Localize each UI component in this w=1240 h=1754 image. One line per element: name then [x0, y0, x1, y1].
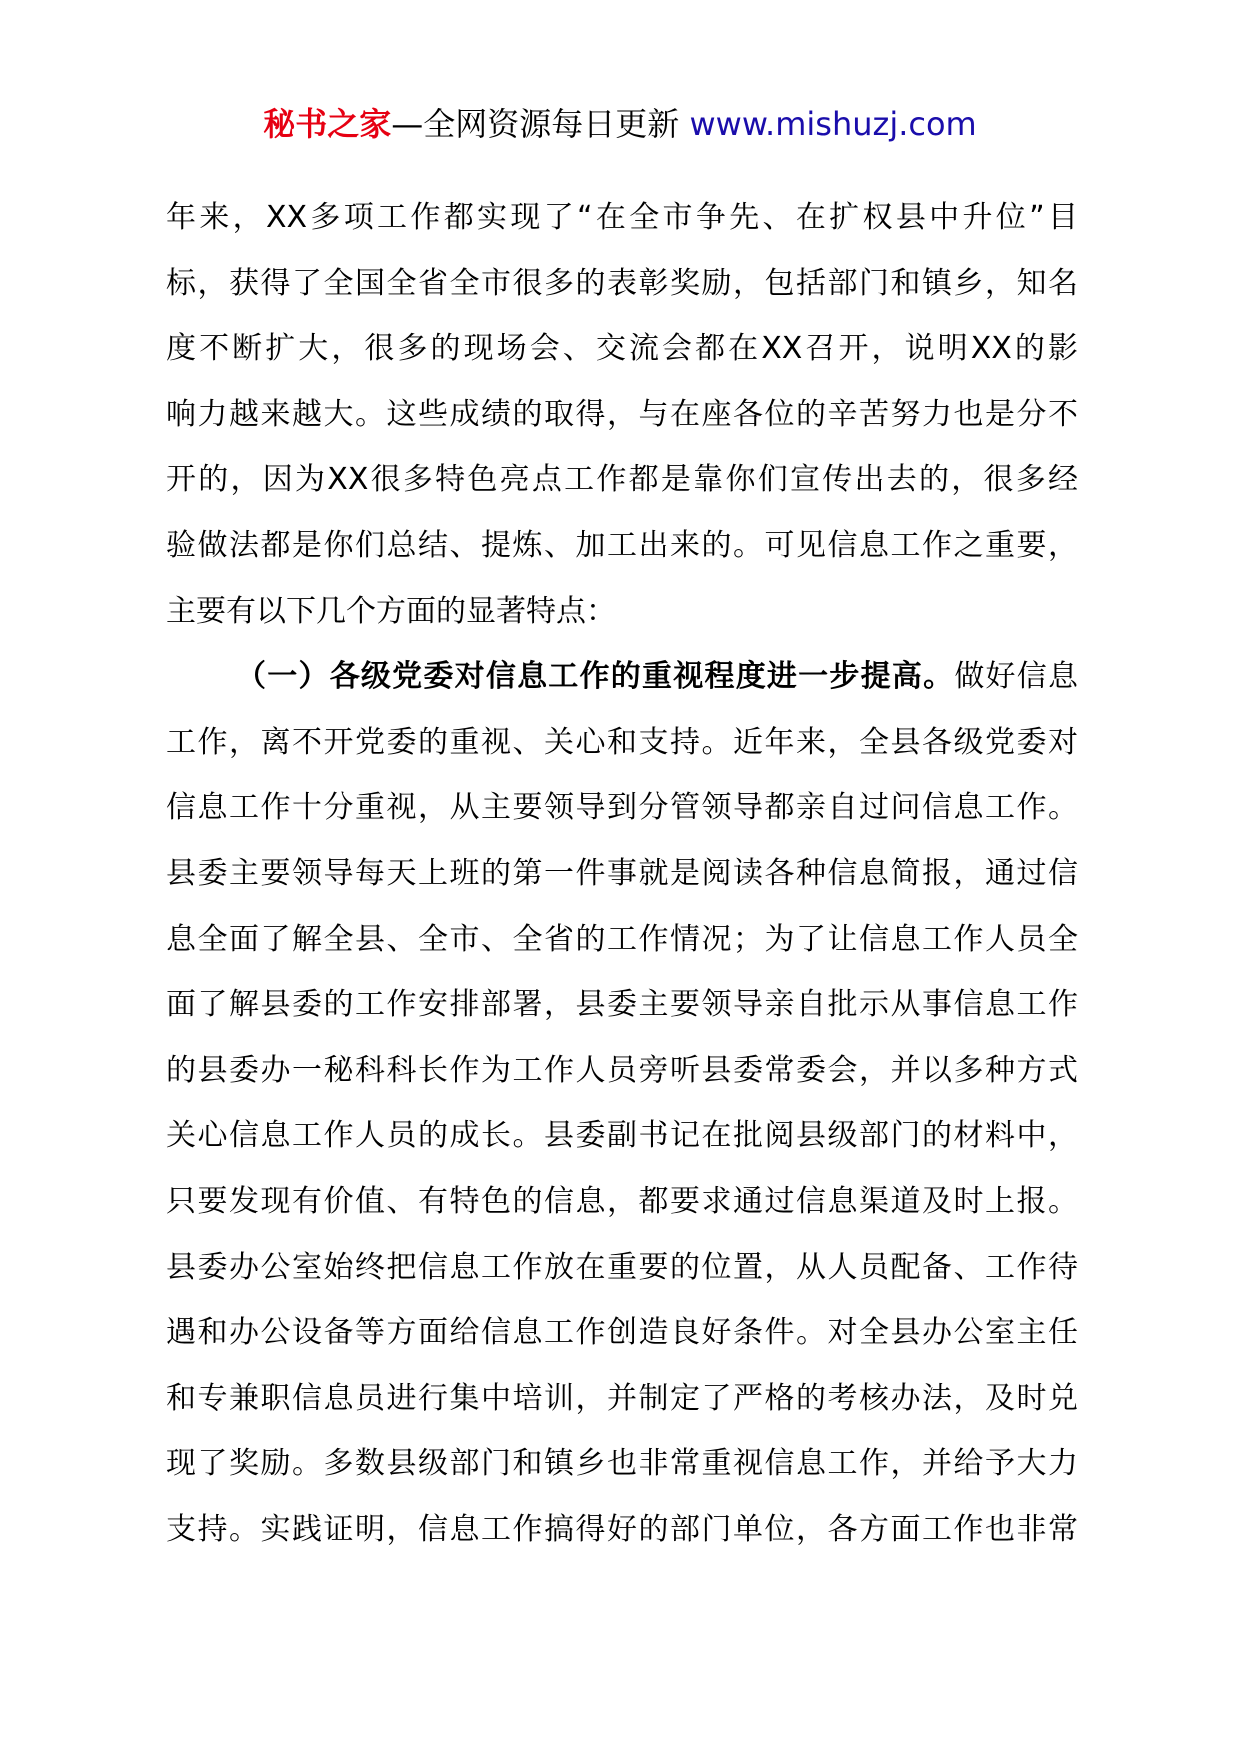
text-line: 信息工作十分重视，从主要领导到分管领导都亲自过问信息工作。	[166, 790, 1078, 826]
text-line: 县委主要领导每天上班的第一件事就是阅读各种信息简报，通过信	[166, 855, 1078, 891]
text-line: 年来，XX多项工作都实现了“在全市争先、在扩权县中升位”目	[166, 200, 1078, 235]
section-heading-line	[166, 644, 1078, 710]
text-line: 息全面了解全县、全市、全省的工作情况；为了让信息工作人员全	[166, 921, 1078, 957]
section-heading: （一）各级党委对信息工作的重视程度进一步提高。	[236, 659, 955, 695]
text-line: 现了奖励。多数县级部门和镇乡也非常重视信息工作，并给予大力	[166, 1446, 1078, 1482]
site-header	[0, 100, 1240, 148]
site-brand: 秘书之家	[263, 105, 392, 143]
text-line: 遇和办公设备等方面给信息工作创造良好条件。对全县办公室主任	[166, 1315, 1078, 1351]
text-line: 的县委办一秘科科长作为工作人员旁听县委常委会，并以多种方式	[166, 1052, 1078, 1088]
text-line: 开的，因为XX很多特色亮点工作都是靠你们宣传出去的，很多经	[166, 462, 1078, 498]
site-url-link[interactable]: www.mishuzj.com	[689, 105, 977, 143]
text-line: 县委办公室始终把信息工作放在重要的位置，从人员配备、工作待	[166, 1249, 1078, 1285]
text-line: 工作，离不开党委的重视、关心和支持。近年来，全县各级党委对	[166, 724, 1078, 760]
document-body	[166, 185, 1078, 1562]
text-line: 只要发现有价值、有特色的信息，都要求通过信息渠道及时上报。	[166, 1183, 1078, 1219]
section-heading-tail: 做好信息	[954, 659, 1078, 695]
text-line: 和专兼职信息员进行集中培训，并制定了严格的考核办法，及时兑	[166, 1380, 1078, 1416]
text-line: 关心信息工作人员的成长。县委副书记在批阅县级部门的材料中，	[166, 1118, 1078, 1154]
text-line: 验做法都是你们总结、提炼、加工出来的。可见信息工作之重要，	[166, 527, 1078, 563]
text-line: 支持。实践证明，信息工作搞得好的部门单位，各方面工作也非常	[166, 1511, 1078, 1547]
text-line: 度不断扩大，很多的现场会、交流会都在XX召开，说明XX的影	[166, 331, 1078, 367]
text-line: 主要有以下几个方面的显著特点：	[166, 593, 616, 629]
text-line: 标，获得了全国全省全市很多的表彰奖励，包括部门和镇乡，知名	[166, 265, 1078, 301]
site-tagline: —全网资源每日更新	[391, 105, 690, 143]
text-line: 面了解县委的工作安排部署，县委主要领导亲自批示从事信息工作	[166, 987, 1078, 1023]
text-line: 响力越来越大。这些成绩的取得，与在座各位的辛苦努力也是分不	[166, 396, 1078, 432]
